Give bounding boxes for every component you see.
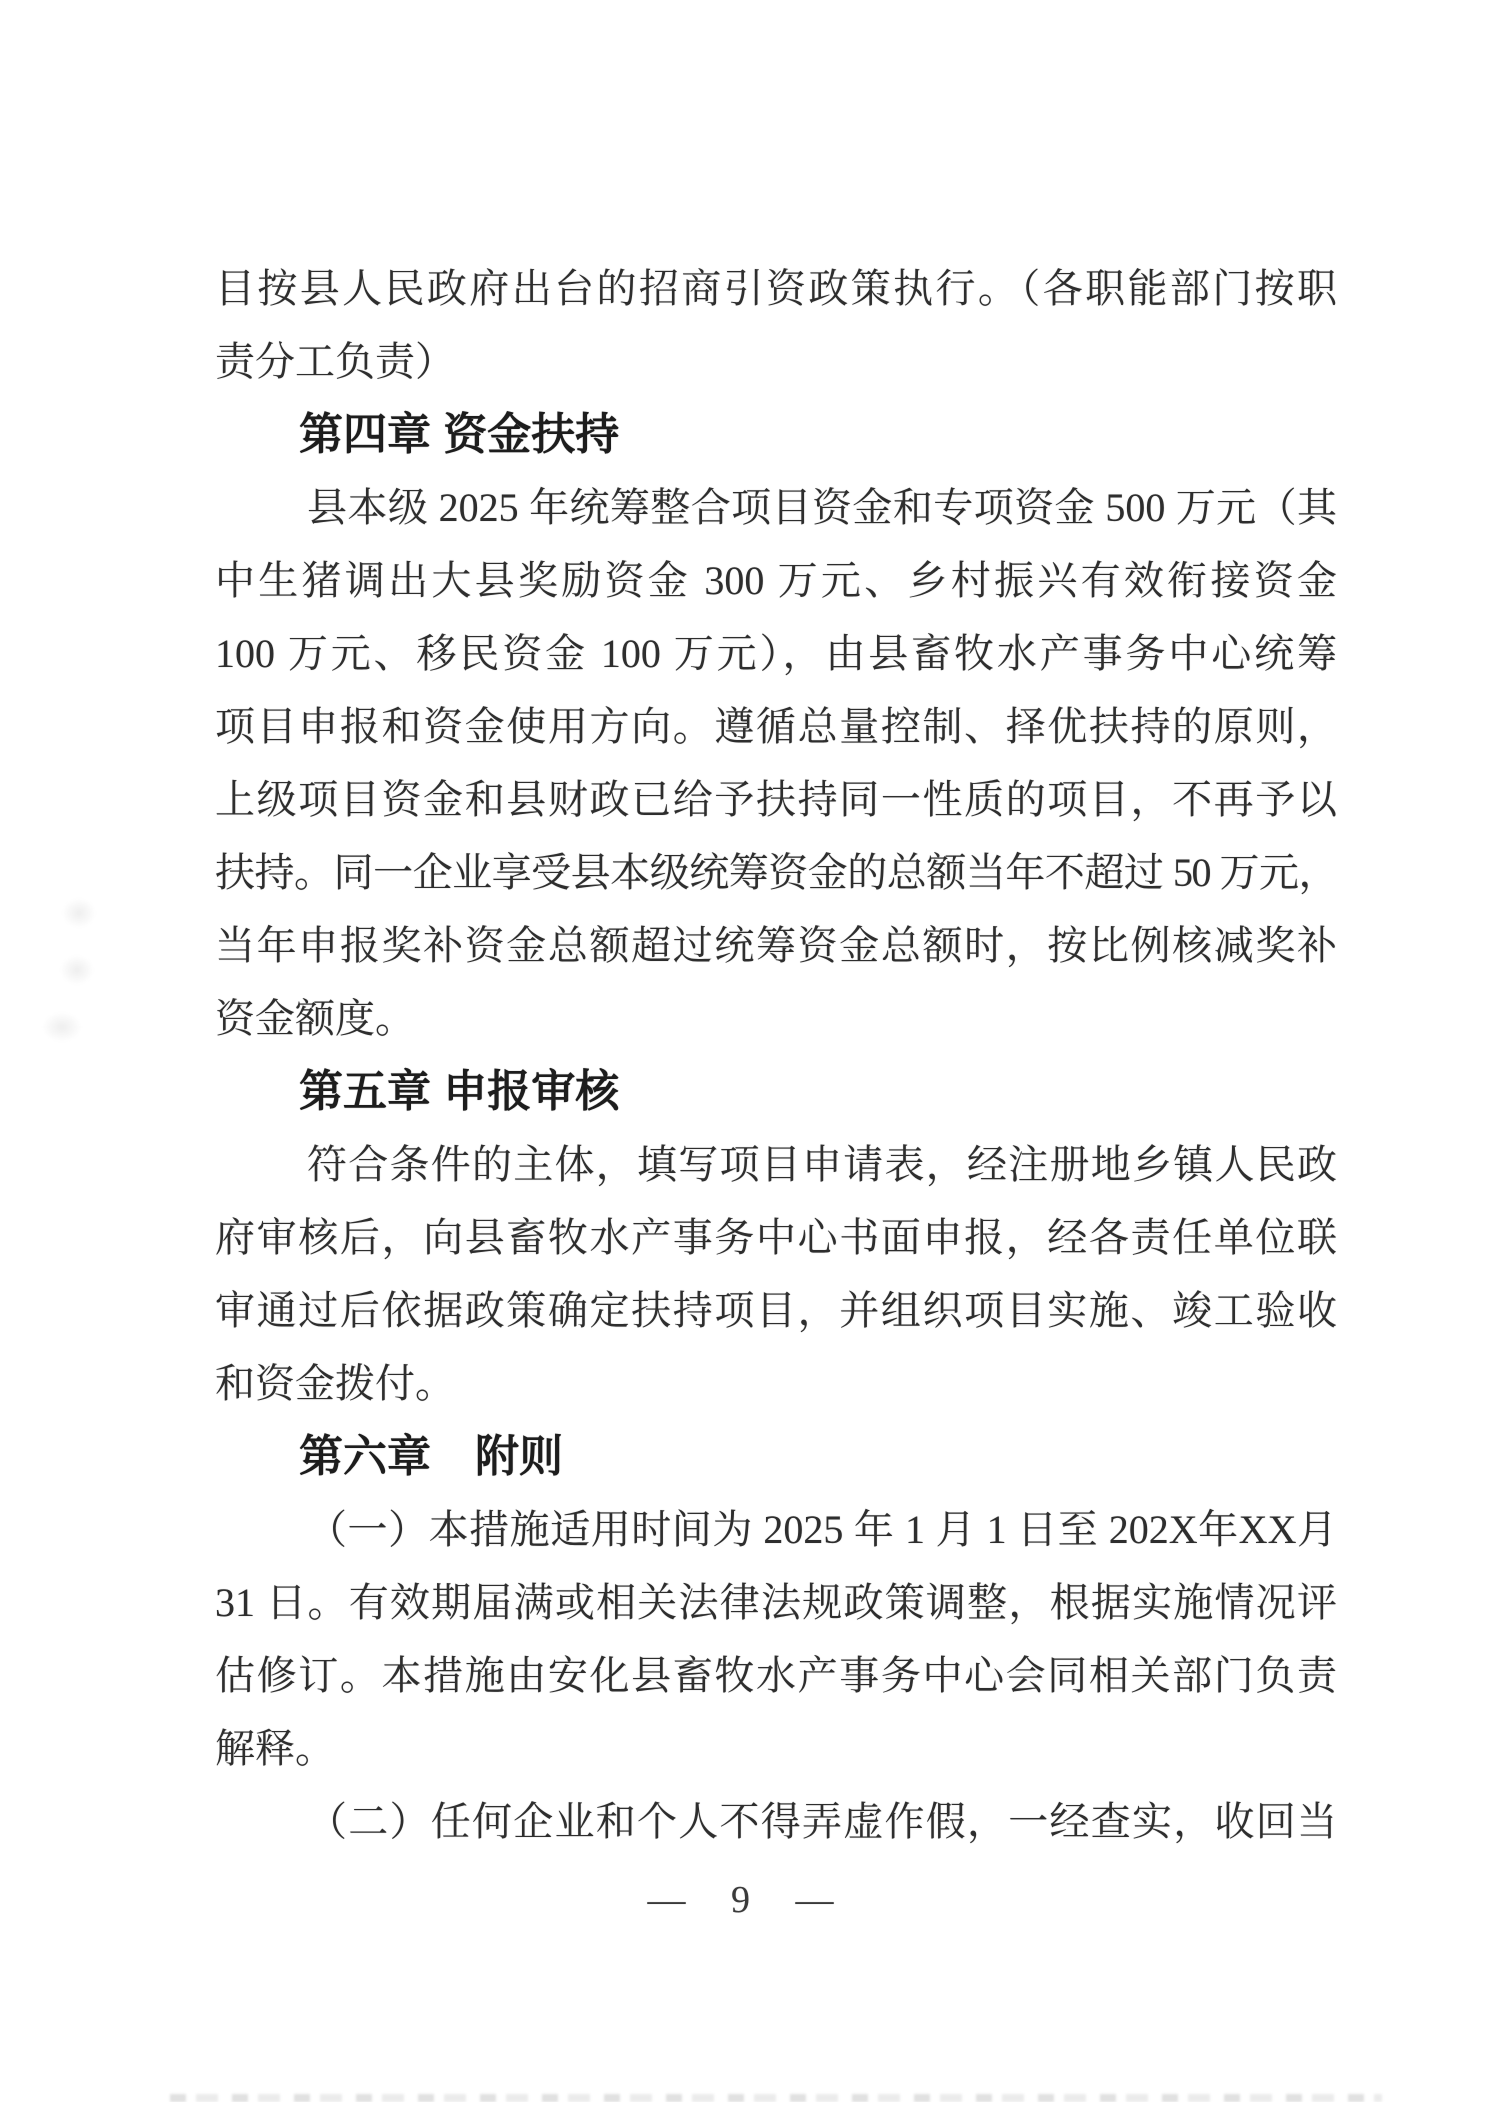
scan-smudge (42, 1012, 82, 1042)
text-line: 符合条件的主体，填写项目申请表，经注册地乡镇人民政 (307, 1142, 1337, 1187)
text-line: 项目申报和资金使用方向。遵循总量控制、择优扶持的原则， (215, 704, 1337, 749)
text-line: 府审核后，向县畜牧水产事务中心书面申报，经各责任单位联 (215, 1215, 1337, 1260)
text-line: 和资金拨付。 (215, 1361, 455, 1406)
chapter-6-heading: 第六章 附则 (299, 1432, 563, 1481)
text-line: 审通过后依据政策确定扶持项目，并组织项目实施、竣工验收 (215, 1288, 1337, 1333)
text-line: 当年申报奖补资金总额超过统筹资金总额时，按比例核减奖补 (215, 923, 1337, 968)
text-line: 100 万元、移民资金 100 万元），由县畜牧水产事务中心统筹 (215, 631, 1337, 676)
scan-artifact-strip (170, 2094, 1382, 2102)
text-line: 上级项目资金和县财政已给予扶持同一性质的项目，不再予以 (215, 777, 1337, 822)
text-line: （一）本措施适用时间为 2025 年 1 月 1 日至 202X年XX月 (307, 1507, 1337, 1552)
text-line: 责分工负责） (215, 339, 455, 384)
text-line: 中生猪调出大县奖励资金 300 万元、乡村振兴有效衔接资金 (215, 558, 1337, 603)
document-text-block (215, 252, 1337, 1858)
text-line: 扶持。同一企业享受县本级统筹资金的总额当年不超过 50 万元， (215, 850, 1337, 895)
text-line: 估修订。本措施由安化县畜牧水产事务中心会同相关部门负责 (215, 1653, 1337, 1698)
page-number: — 9 — (647, 1879, 840, 1921)
text-line: （二）任何企业和个人不得弄虚作假，一经查实，收回当 (307, 1799, 1337, 1844)
text-line: 解释。 (215, 1726, 335, 1771)
text-line: 目按县人民政府出台的招商引资政策执行。（各职能部门按职 (215, 266, 1337, 311)
scan-smudge (62, 898, 96, 928)
chapter-5-heading: 第五章 申报审核 (299, 1067, 620, 1116)
text-line: 31 日。有效期届满或相关法律法规政策调整，根据实施情况评 (215, 1580, 1337, 1625)
text-line: 县本级 2025 年统筹整合项目资金和专项资金 500 万元（其 (307, 485, 1337, 530)
scan-smudge (60, 955, 94, 985)
text-line: 资金额度。 (215, 996, 415, 1041)
chapter-4-heading: 第四章 资金扶持 (299, 410, 620, 459)
